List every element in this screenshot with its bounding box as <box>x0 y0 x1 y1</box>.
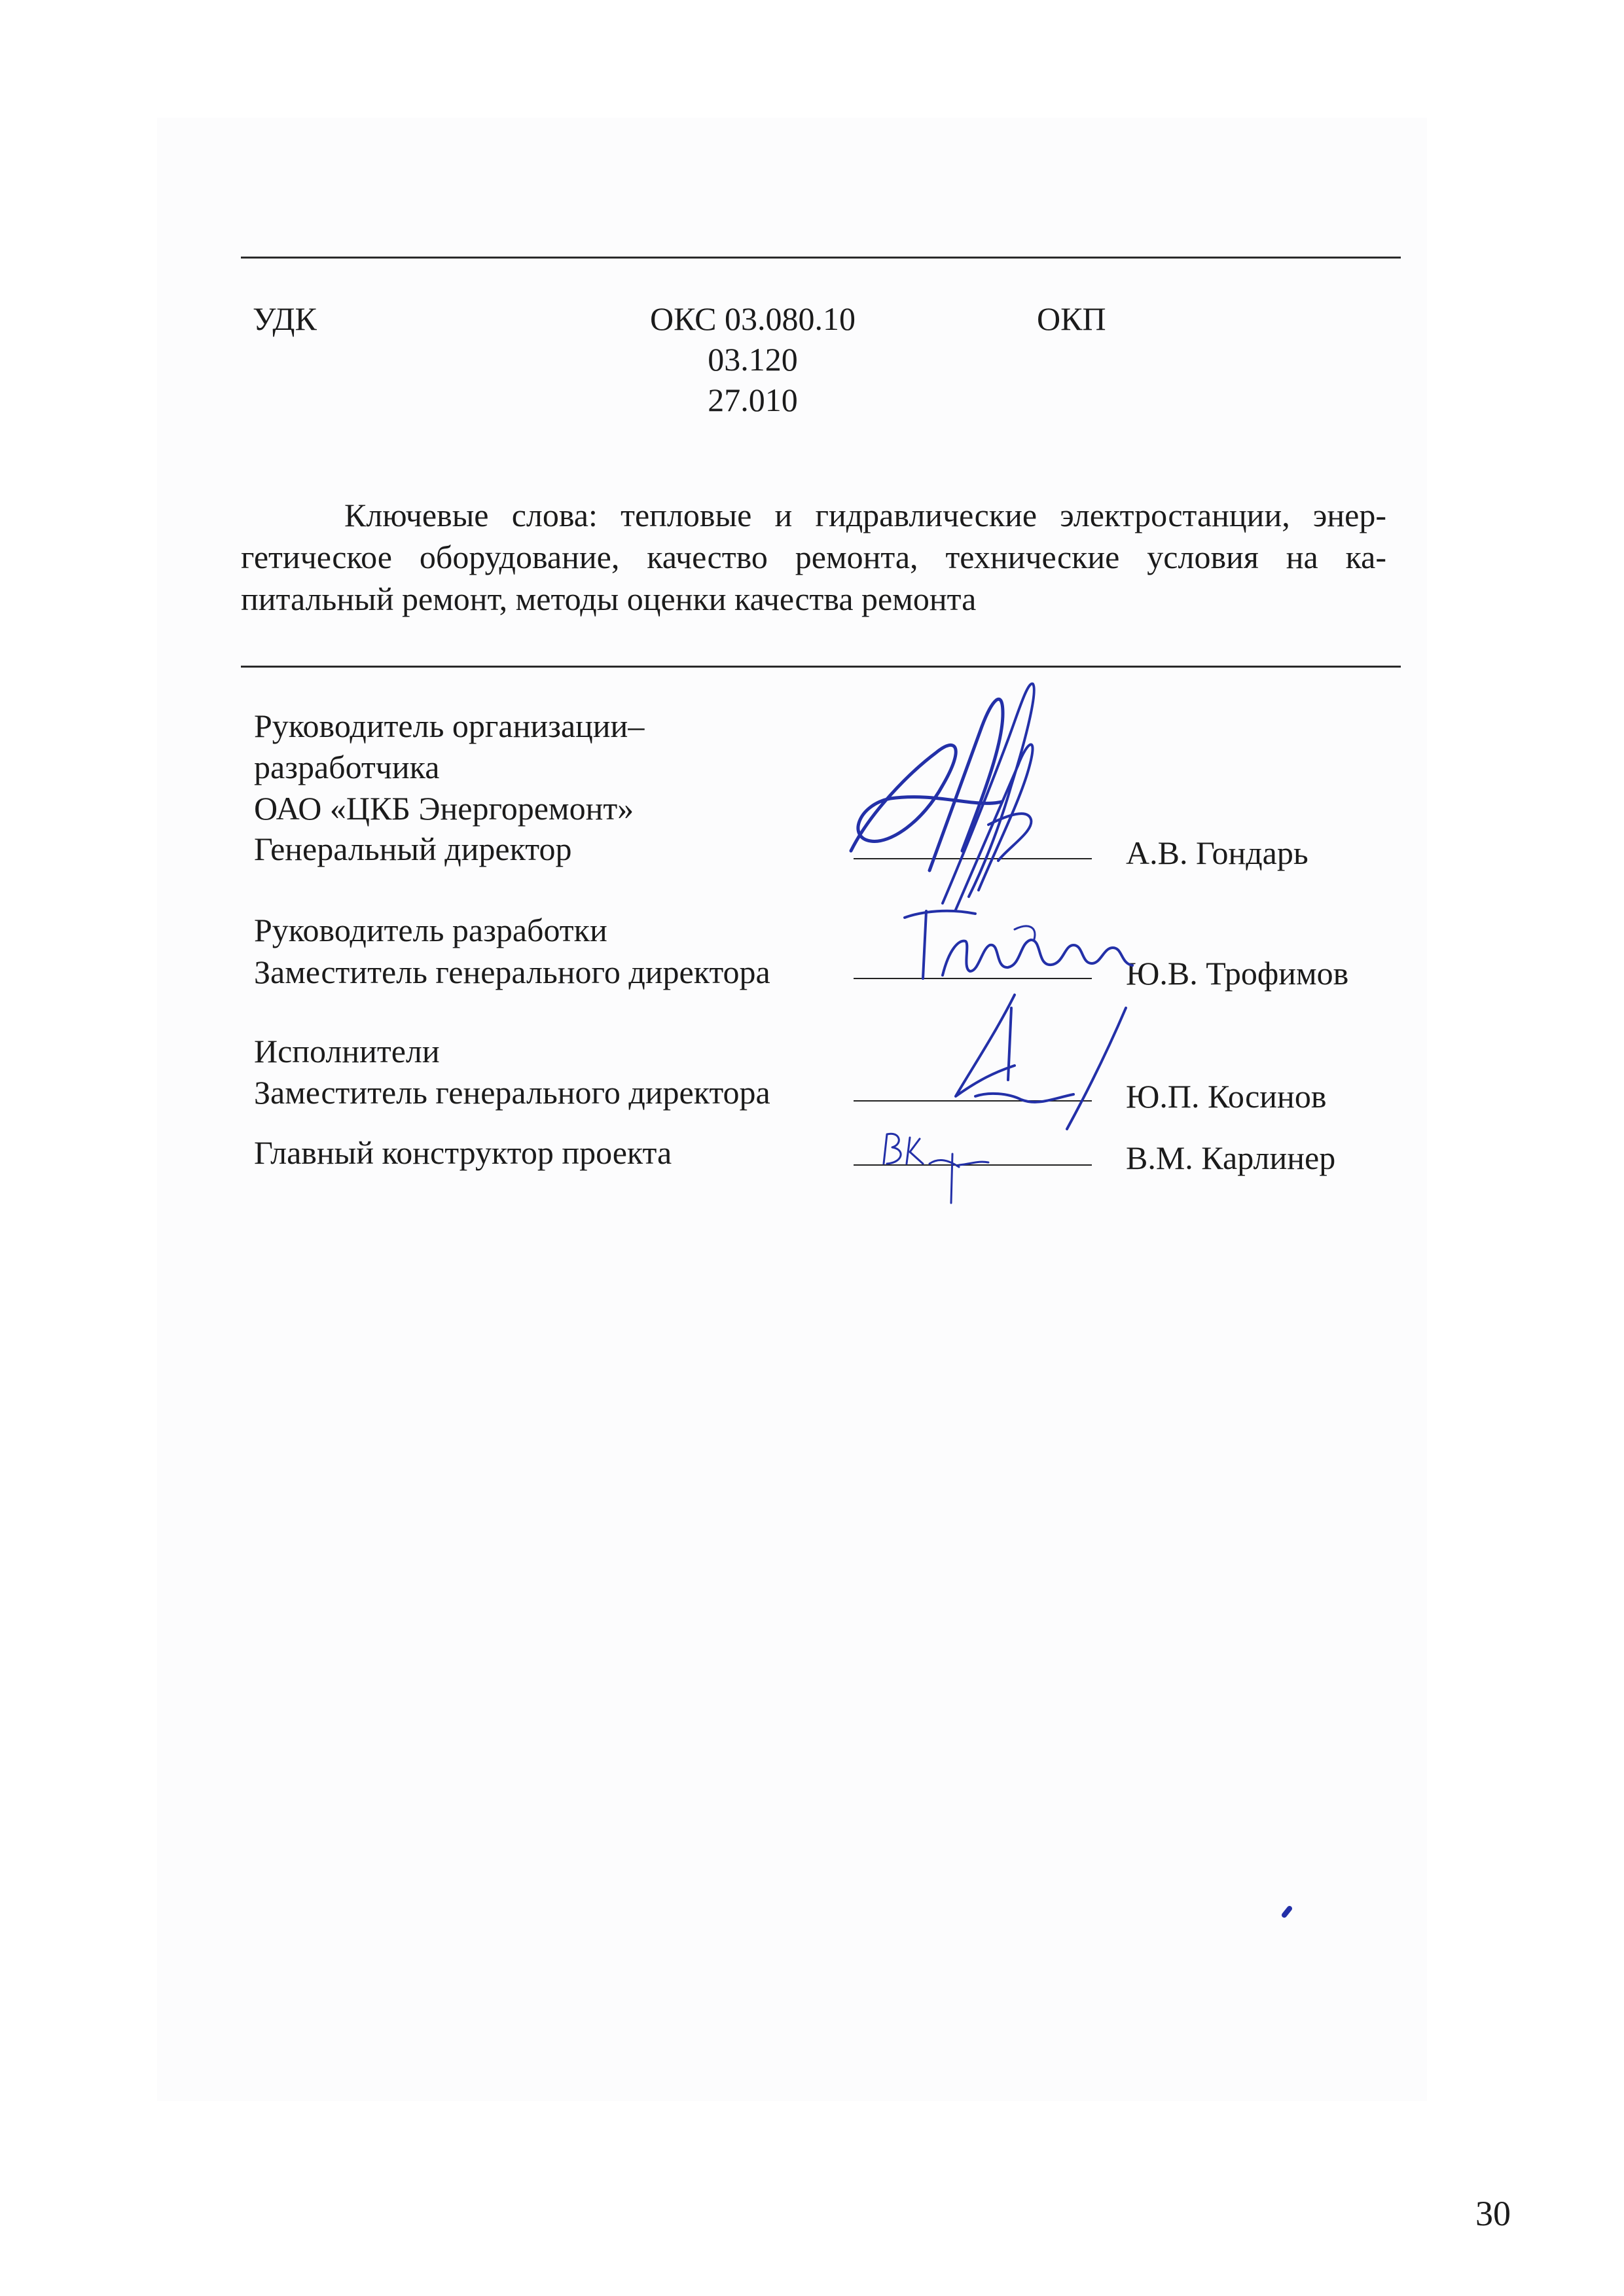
handwritten-signature <box>831 674 1080 923</box>
oks-codes <box>602 298 903 420</box>
middle-divider <box>241 666 1401 668</box>
keywords-line: гетическое оборудование, качество ремонта, технические условия на ка- <box>241 539 1386 575</box>
dev-lead-title-line: Руководитель разработки <box>254 912 607 948</box>
deputy-role: Заместитель генерального директора <box>254 1074 770 1111</box>
signatory-name: В.М. Карлинер <box>1126 1139 1336 1176</box>
oks-code: 27.010 <box>708 382 798 418</box>
signatory-name: Ю.В. Трофимов <box>1126 955 1349 992</box>
head-title-line: ОАО «ЦКБ Энергоремонт» <box>254 790 634 827</box>
head-title-line: Руководитель организации– <box>254 708 645 744</box>
ink-dot <box>1270 1903 1296 1923</box>
oks-label: ОКС 03.080.10 <box>649 300 856 337</box>
signatory-name: Ю.П. Косинов <box>1126 1078 1327 1115</box>
handwritten-signature <box>897 903 1139 988</box>
udk-label: УДК <box>253 300 317 337</box>
designer-role: Главный конструктор проекта <box>254 1134 672 1171</box>
head-title-line: разработчика <box>254 749 440 785</box>
keywords-line: Ключевые слова: тепловые и гидравлические электростанции, энер- <box>344 497 1386 533</box>
handwritten-signature <box>916 982 1132 1132</box>
dev-lead-title-line: Заместитель генерального директора <box>254 954 770 990</box>
keywords-line: питальный ремонт, методы оценки качества ремонта <box>241 581 977 617</box>
page-number: 30 <box>1475 2194 1511 2233</box>
handwritten-signature <box>874 1124 1005 1210</box>
executors-heading: Исполнители <box>254 1033 440 1069</box>
okp-label: ОКП <box>1037 300 1106 337</box>
head-title-line: Генеральный директор <box>254 831 572 867</box>
keywords-paragraph <box>241 494 1386 620</box>
signatory-name: А.В. Гондарь <box>1126 834 1308 871</box>
oks-code: 03.120 <box>708 341 798 378</box>
top-divider <box>241 257 1401 259</box>
